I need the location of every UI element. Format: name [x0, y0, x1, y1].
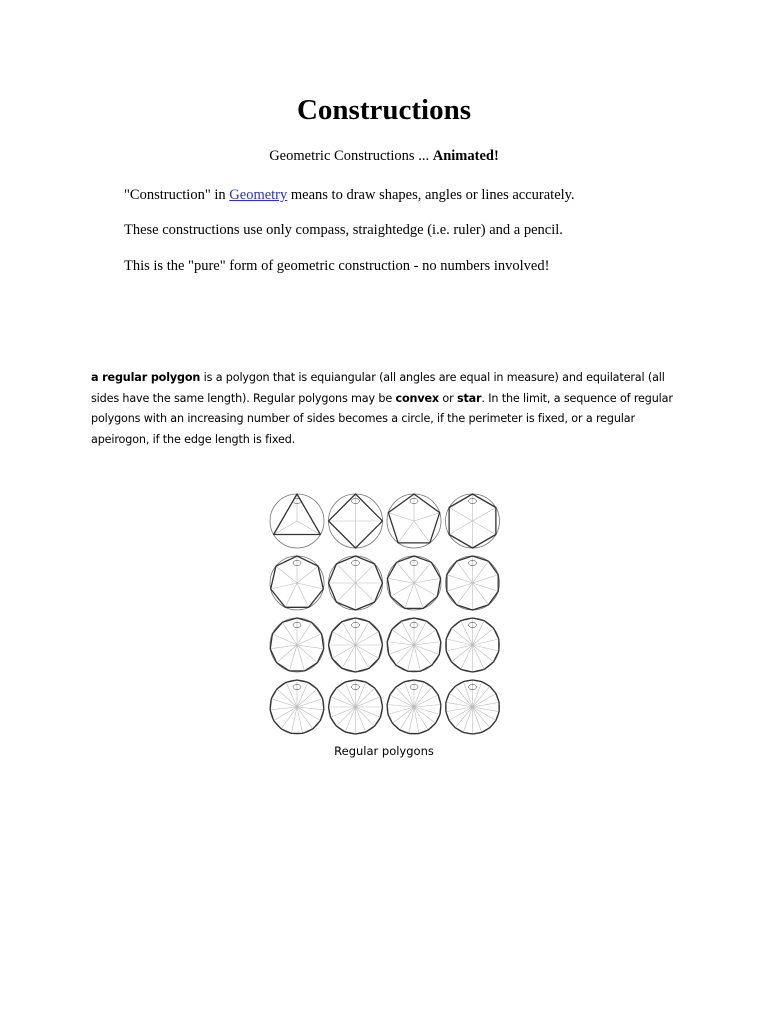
radius-line	[414, 583, 423, 608]
tools-paragraph: These constructions use only compass, straightedge (i.e. ruler) and a pencil.	[124, 222, 563, 238]
radius-line	[414, 513, 440, 521]
radius-line	[297, 583, 309, 607]
radius-line	[297, 583, 323, 589]
radius-line	[473, 645, 485, 669]
radius-line	[449, 508, 472, 522]
polygon-13-sides	[387, 618, 441, 672]
radius-line	[473, 508, 496, 522]
polygon-11-sides	[270, 618, 324, 672]
radius-line	[473, 707, 490, 728]
radius-line	[463, 682, 472, 707]
polygon-10-sides	[446, 556, 500, 610]
radius-line	[336, 583, 355, 602]
radius-line	[342, 622, 356, 645]
radius-line	[271, 699, 297, 707]
radius-line	[356, 688, 375, 707]
construction-definition	[124, 185, 684, 205]
radius-line	[392, 707, 414, 723]
radius-line	[463, 707, 472, 732]
radius-line	[356, 583, 375, 602]
radius-line	[297, 645, 305, 671]
polygon-4-sides	[329, 494, 383, 548]
radius-line	[271, 583, 297, 589]
radius-line	[342, 645, 356, 668]
radius-line	[388, 513, 414, 521]
radius-line	[285, 583, 297, 607]
radius-line	[449, 521, 472, 535]
polygon-9-sides	[387, 556, 441, 610]
polygon-8-sides	[329, 556, 383, 610]
polygon-14-sides	[446, 618, 500, 672]
radius-line	[387, 578, 414, 583]
radius-line	[414, 682, 424, 707]
polygon-grid	[266, 490, 504, 740]
radius-line	[404, 682, 414, 707]
polygon-15-sides	[270, 680, 324, 734]
definition-text-2: or	[438, 391, 457, 405]
radius-line	[391, 583, 414, 597]
radius-line	[405, 583, 414, 608]
polygon-12-sides	[329, 618, 383, 672]
radius-line	[447, 575, 473, 583]
radius-line	[414, 687, 432, 707]
radius-line	[276, 566, 297, 583]
regular-polygons-figure	[266, 490, 504, 740]
para1-end: means to draw shapes, angles or lines accurately.	[287, 187, 575, 203]
radius-line	[332, 632, 355, 646]
radius-line	[336, 688, 355, 707]
radius-line	[473, 682, 482, 707]
radius-line	[447, 583, 473, 591]
polygon-17-sides	[387, 680, 441, 734]
polygon-6-sides	[446, 494, 500, 548]
subtitle	[0, 146, 768, 166]
polygon-7-sides	[270, 556, 324, 610]
figure-caption: Regular polygons	[334, 744, 434, 758]
term-convex: convex	[395, 391, 439, 405]
radius-line	[289, 645, 297, 671]
radius-line	[455, 707, 472, 728]
radius-line	[414, 521, 430, 543]
definition-text-3: . In the limit, a sequence of regular polygons with an increasing number of sides becomes a circle, if the perimeter is fixed, or a regular apeirogon, if the edge length is fixed.	[91, 391, 673, 446]
term-regular-polygon: a regular polygon	[91, 371, 201, 384]
radius-line	[473, 583, 489, 605]
radius-line	[336, 564, 355, 583]
radius-line	[473, 707, 482, 732]
radius-line	[414, 578, 441, 583]
radius-line	[356, 707, 375, 726]
pure-form-paragraph: This is the "pure" form of geometric construction - no numbers involved!	[124, 258, 550, 274]
radius-line	[473, 561, 489, 583]
para1-start: "Construction" in	[124, 187, 230, 203]
radius-line	[473, 575, 499, 583]
radius-line	[297, 689, 317, 707]
radius-line	[414, 621, 427, 645]
radius-line	[356, 564, 375, 583]
polygon-3-sides	[270, 494, 324, 548]
geometry-link[interactable]: Geometry	[229, 187, 288, 203]
polygon-5-sides	[387, 494, 441, 548]
radius-line	[297, 682, 308, 707]
radius-line	[473, 521, 496, 535]
radius-line	[286, 682, 297, 707]
radius-line	[473, 621, 485, 645]
radius-line	[401, 621, 414, 645]
radius-line	[396, 687, 414, 707]
radius-line	[461, 621, 473, 645]
radius-line	[398, 521, 414, 543]
term-star: star	[456, 391, 482, 405]
radius-line	[356, 632, 379, 646]
radius-line	[457, 561, 473, 583]
radius-line	[414, 707, 436, 723]
radius-line	[414, 583, 437, 597]
radius-line	[457, 583, 473, 605]
radius-line	[389, 645, 414, 655]
radius-line	[473, 583, 499, 591]
radius-line	[297, 699, 323, 707]
radius-line	[336, 707, 355, 726]
polygon-18-sides	[446, 680, 500, 734]
radius-line	[356, 622, 370, 645]
radius-line	[332, 645, 355, 659]
polygon-16-sides	[329, 680, 383, 734]
radius-line	[277, 689, 297, 707]
definition-text-1: is a polygon that is equiangular (all angles are equal in measure) and equilateral (all sides have the same length). Regular polygons may be	[91, 371, 665, 405]
radius-line	[297, 566, 318, 583]
radius-line	[414, 645, 439, 655]
subtitle-emphasis: Animated!	[432, 148, 499, 164]
regular-polygon-definition	[91, 368, 681, 450]
radius-line	[461, 645, 473, 669]
subtitle-text: Geometric Constructions ...	[269, 148, 433, 164]
radius-line	[356, 645, 370, 668]
page-title: Constructions	[296, 94, 471, 126]
radius-line	[356, 645, 379, 659]
